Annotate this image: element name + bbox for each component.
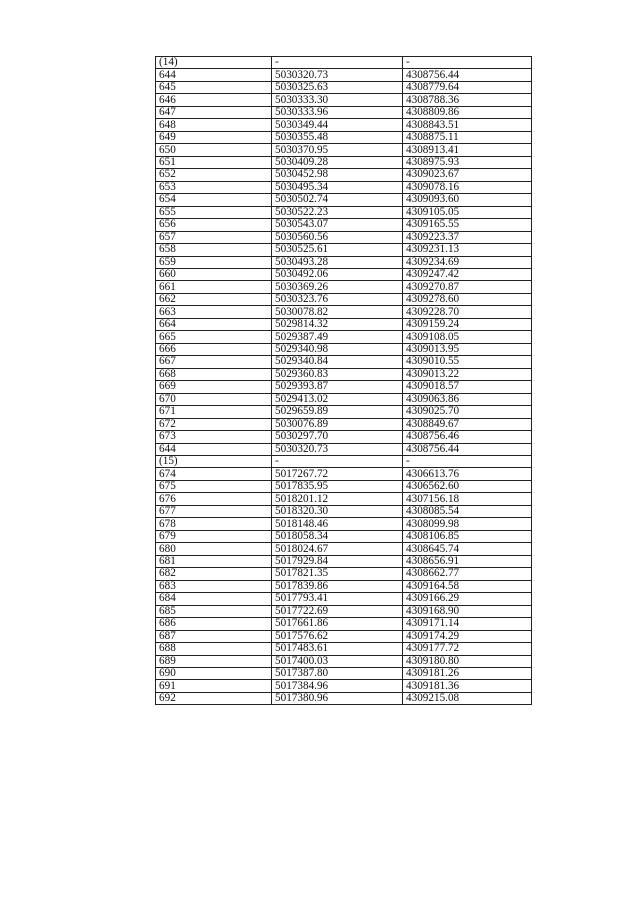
y-coordinate-cell: 4309223.37 bbox=[403, 231, 532, 243]
point-id-cell: 675 bbox=[156, 480, 272, 492]
point-id-cell: 656 bbox=[156, 219, 272, 231]
x-coordinate-cell: 5030409.28 bbox=[272, 156, 403, 168]
point-id-cell: 646 bbox=[156, 94, 272, 106]
x-coordinate-cell: 5030522.23 bbox=[272, 206, 403, 218]
x-coordinate-cell: 5029413.02 bbox=[272, 393, 403, 405]
point-id-cell: 674 bbox=[156, 468, 272, 480]
point-id-cell: 644 bbox=[156, 443, 272, 455]
y-coordinate-cell: - bbox=[403, 456, 532, 468]
y-coordinate-cell: 4308975.93 bbox=[403, 156, 532, 168]
x-coordinate-cell: 5030349.44 bbox=[272, 119, 403, 131]
table-row bbox=[156, 293, 532, 305]
x-coordinate-cell: 5030076.89 bbox=[272, 418, 403, 430]
table-row bbox=[156, 144, 532, 156]
x-coordinate-cell: 5017722.69 bbox=[272, 605, 403, 617]
table-row bbox=[156, 418, 532, 430]
point-id-cell: 651 bbox=[156, 156, 272, 168]
point-id-cell: 659 bbox=[156, 256, 272, 268]
x-coordinate-cell: 5017835.95 bbox=[272, 480, 403, 492]
table-row bbox=[156, 244, 532, 256]
y-coordinate-cell: 4309166.29 bbox=[403, 593, 532, 605]
table-row bbox=[156, 593, 532, 605]
y-coordinate-cell: 4308849.67 bbox=[403, 418, 532, 430]
x-coordinate-cell: 5029340.98 bbox=[272, 343, 403, 355]
x-coordinate-cell: 5017929.84 bbox=[272, 555, 403, 567]
point-id-cell: 661 bbox=[156, 281, 272, 293]
point-id-cell: 686 bbox=[156, 618, 272, 630]
y-coordinate-cell: 4308875.11 bbox=[403, 131, 532, 143]
point-id-cell: (15) bbox=[156, 456, 272, 468]
y-coordinate-cell: 4306562.60 bbox=[403, 480, 532, 492]
point-id-cell: 673 bbox=[156, 431, 272, 443]
y-coordinate-cell: 4309023.67 bbox=[403, 169, 532, 181]
table-row bbox=[156, 206, 532, 218]
y-coordinate-cell: 4309181.26 bbox=[403, 667, 532, 679]
point-id-cell: 691 bbox=[156, 680, 272, 692]
x-coordinate-cell: 5030297.70 bbox=[272, 431, 403, 443]
x-coordinate-cell: 5017821.35 bbox=[272, 568, 403, 580]
point-id-cell: 665 bbox=[156, 331, 272, 343]
x-coordinate-cell: 5030078.82 bbox=[272, 306, 403, 318]
table-row bbox=[156, 680, 532, 692]
x-coordinate-cell: 5030369.26 bbox=[272, 281, 403, 293]
y-coordinate-cell: 4308662.77 bbox=[403, 568, 532, 580]
y-coordinate-cell: 4308756.44 bbox=[403, 443, 532, 455]
y-coordinate-cell: 4309018.57 bbox=[403, 381, 532, 393]
x-coordinate-cell: 5017380.96 bbox=[272, 692, 403, 704]
x-coordinate-cell: 5030502.74 bbox=[272, 194, 403, 206]
table-row bbox=[156, 468, 532, 480]
point-id-cell: 652 bbox=[156, 169, 272, 181]
point-id-cell: 683 bbox=[156, 580, 272, 592]
y-coordinate-cell: 4309093.60 bbox=[403, 194, 532, 206]
point-id-cell: 667 bbox=[156, 356, 272, 368]
point-id-cell: 658 bbox=[156, 244, 272, 256]
x-coordinate-cell: 5030543.07 bbox=[272, 219, 403, 231]
point-id-cell: 682 bbox=[156, 568, 272, 580]
table-row bbox=[156, 406, 532, 418]
table-row bbox=[156, 219, 532, 231]
table-row bbox=[156, 667, 532, 679]
table-row bbox=[156, 368, 532, 380]
point-id-cell: 653 bbox=[156, 181, 272, 193]
y-coordinate-cell: 4309270.87 bbox=[403, 281, 532, 293]
x-coordinate-cell: 5030452.98 bbox=[272, 169, 403, 181]
table-row bbox=[156, 393, 532, 405]
y-coordinate-cell: 4308913.41 bbox=[403, 144, 532, 156]
point-id-cell: 669 bbox=[156, 381, 272, 393]
table-row bbox=[156, 443, 532, 455]
y-coordinate-cell: 4308645.74 bbox=[403, 543, 532, 555]
point-id-cell: 668 bbox=[156, 368, 272, 380]
y-coordinate-cell: 4308809.86 bbox=[403, 106, 532, 118]
y-coordinate-cell: 4308843.51 bbox=[403, 119, 532, 131]
x-coordinate-cell: 5017387.80 bbox=[272, 667, 403, 679]
point-id-cell: 689 bbox=[156, 655, 272, 667]
y-coordinate-cell: 4308085.54 bbox=[403, 505, 532, 517]
y-coordinate-cell: 4308756.44 bbox=[403, 69, 532, 81]
x-coordinate-cell: 5017576.62 bbox=[272, 630, 403, 642]
x-coordinate-cell: 5017483.61 bbox=[272, 643, 403, 655]
x-coordinate-cell: 5017267.72 bbox=[272, 468, 403, 480]
y-coordinate-cell: 4309180.80 bbox=[403, 655, 532, 667]
x-coordinate-cell: 5017384.96 bbox=[272, 680, 403, 692]
x-coordinate-cell: 5030355.48 bbox=[272, 131, 403, 143]
y-coordinate-cell: 4309108.05 bbox=[403, 331, 532, 343]
table-row bbox=[156, 493, 532, 505]
point-id-cell: 663 bbox=[156, 306, 272, 318]
point-id-cell: 688 bbox=[156, 643, 272, 655]
x-coordinate-cell: - bbox=[272, 57, 403, 69]
y-coordinate-cell: 4309164.58 bbox=[403, 580, 532, 592]
point-id-cell: 678 bbox=[156, 518, 272, 530]
x-coordinate-cell: 5030333.30 bbox=[272, 94, 403, 106]
x-coordinate-cell: 5030560.56 bbox=[272, 231, 403, 243]
y-coordinate-cell: 4309228.70 bbox=[403, 306, 532, 318]
y-coordinate-cell: 4309171.14 bbox=[403, 618, 532, 630]
table-row bbox=[156, 306, 532, 318]
table-row bbox=[156, 181, 532, 193]
y-coordinate-cell: 4307156.18 bbox=[403, 493, 532, 505]
point-id-cell: 654 bbox=[156, 194, 272, 206]
table-row bbox=[156, 605, 532, 617]
table-row bbox=[156, 580, 532, 592]
table-row bbox=[156, 69, 532, 81]
y-coordinate-cell: 4309165.55 bbox=[403, 219, 532, 231]
x-coordinate-cell: 5030333.96 bbox=[272, 106, 403, 118]
y-coordinate-cell: 4309013.22 bbox=[403, 368, 532, 380]
point-id-cell: 676 bbox=[156, 493, 272, 505]
y-coordinate-cell: 4309168.90 bbox=[403, 605, 532, 617]
x-coordinate-cell: 5018320.30 bbox=[272, 505, 403, 517]
table-row bbox=[156, 94, 532, 106]
point-id-cell: 657 bbox=[156, 231, 272, 243]
table-row bbox=[156, 119, 532, 131]
point-id-cell: (14) bbox=[156, 57, 272, 69]
y-coordinate-cell: 4306613.76 bbox=[403, 468, 532, 480]
y-coordinate-cell: 4309025.70 bbox=[403, 406, 532, 418]
table-row bbox=[156, 256, 532, 268]
x-coordinate-cell: 5017793.41 bbox=[272, 593, 403, 605]
table-row bbox=[156, 505, 532, 517]
point-id-cell: 644 bbox=[156, 69, 272, 81]
table-row bbox=[156, 643, 532, 655]
y-coordinate-cell: 4308779.64 bbox=[403, 81, 532, 93]
table-row bbox=[156, 331, 532, 343]
table-row bbox=[156, 194, 532, 206]
table-row bbox=[156, 456, 532, 468]
y-coordinate-cell: 4309159.24 bbox=[403, 318, 532, 330]
table-row bbox=[156, 431, 532, 443]
x-coordinate-cell: 5017839.86 bbox=[272, 580, 403, 592]
point-id-cell: 650 bbox=[156, 144, 272, 156]
table-row bbox=[156, 169, 532, 181]
point-id-cell: 647 bbox=[156, 106, 272, 118]
table-row bbox=[156, 343, 532, 355]
y-coordinate-cell: 4309010.55 bbox=[403, 356, 532, 368]
table-row bbox=[156, 281, 532, 293]
point-id-cell: 671 bbox=[156, 406, 272, 418]
point-id-cell: 645 bbox=[156, 81, 272, 93]
table-row bbox=[156, 131, 532, 143]
x-coordinate-cell: 5030495.34 bbox=[272, 181, 403, 193]
point-id-cell: 649 bbox=[156, 131, 272, 143]
table-row bbox=[156, 655, 532, 667]
point-id-cell: 690 bbox=[156, 667, 272, 679]
x-coordinate-cell: 5030323.76 bbox=[272, 293, 403, 305]
point-id-cell: 660 bbox=[156, 268, 272, 280]
y-coordinate-cell: 4309231.13 bbox=[403, 244, 532, 256]
x-coordinate-cell: - bbox=[272, 456, 403, 468]
table-row bbox=[156, 381, 532, 393]
table-row bbox=[156, 692, 532, 704]
point-id-cell: 684 bbox=[156, 593, 272, 605]
x-coordinate-cell: 5018148.46 bbox=[272, 518, 403, 530]
point-id-cell: 662 bbox=[156, 293, 272, 305]
table-row bbox=[156, 530, 532, 542]
y-coordinate-cell: 4308656.91 bbox=[403, 555, 532, 567]
y-coordinate-cell: 4308788.36 bbox=[403, 94, 532, 106]
table-row bbox=[156, 630, 532, 642]
point-id-cell: 679 bbox=[156, 530, 272, 542]
table-row bbox=[156, 568, 532, 580]
table-row bbox=[156, 618, 532, 630]
y-coordinate-cell: 4308756.46 bbox=[403, 431, 532, 443]
y-coordinate-cell: 4309234.69 bbox=[403, 256, 532, 268]
coordinate-table bbox=[155, 56, 532, 705]
point-id-cell: 692 bbox=[156, 692, 272, 704]
table-row bbox=[156, 268, 532, 280]
point-id-cell: 685 bbox=[156, 605, 272, 617]
x-coordinate-cell: 5030525.61 bbox=[272, 244, 403, 256]
point-id-cell: 672 bbox=[156, 418, 272, 430]
y-coordinate-cell: 4309177.72 bbox=[403, 643, 532, 655]
x-coordinate-cell: 5029659.89 bbox=[272, 406, 403, 418]
point-id-cell: 664 bbox=[156, 318, 272, 330]
y-coordinate-cell: 4309181.36 bbox=[403, 680, 532, 692]
x-coordinate-cell: 5029387.49 bbox=[272, 331, 403, 343]
x-coordinate-cell: 5017661.86 bbox=[272, 618, 403, 630]
x-coordinate-cell: 5030320.73 bbox=[272, 443, 403, 455]
table-row bbox=[156, 106, 532, 118]
x-coordinate-cell: 5030320.73 bbox=[272, 69, 403, 81]
point-id-cell: 666 bbox=[156, 343, 272, 355]
table-row bbox=[156, 518, 532, 530]
x-coordinate-cell: 5018058.34 bbox=[272, 530, 403, 542]
y-coordinate-cell: 4309063.86 bbox=[403, 393, 532, 405]
coordinate-table-body bbox=[156, 57, 532, 705]
x-coordinate-cell: 5018024.67 bbox=[272, 543, 403, 555]
table-row bbox=[156, 156, 532, 168]
x-coordinate-cell: 5029340.84 bbox=[272, 356, 403, 368]
point-id-cell: 680 bbox=[156, 543, 272, 555]
x-coordinate-cell: 5030492.06 bbox=[272, 268, 403, 280]
x-coordinate-cell: 5030370.95 bbox=[272, 144, 403, 156]
table-row bbox=[156, 555, 532, 567]
y-coordinate-cell: 4309247.42 bbox=[403, 268, 532, 280]
x-coordinate-cell: 5029360.83 bbox=[272, 368, 403, 380]
x-coordinate-cell: 5029393.87 bbox=[272, 381, 403, 393]
y-coordinate-cell: - bbox=[403, 57, 532, 69]
point-id-cell: 687 bbox=[156, 630, 272, 642]
y-coordinate-cell: 4309174.29 bbox=[403, 630, 532, 642]
y-coordinate-cell: 4309215.08 bbox=[403, 692, 532, 704]
point-id-cell: 670 bbox=[156, 393, 272, 405]
table-row bbox=[156, 57, 532, 69]
point-id-cell: 681 bbox=[156, 555, 272, 567]
x-coordinate-cell: 5017400.03 bbox=[272, 655, 403, 667]
point-id-cell: 655 bbox=[156, 206, 272, 218]
table-row bbox=[156, 480, 532, 492]
table-row bbox=[156, 543, 532, 555]
x-coordinate-cell: 5029814.32 bbox=[272, 318, 403, 330]
y-coordinate-cell: 4308099.98 bbox=[403, 518, 532, 530]
y-coordinate-cell: 4309013.95 bbox=[403, 343, 532, 355]
table-row bbox=[156, 231, 532, 243]
x-coordinate-cell: 5030325.63 bbox=[272, 81, 403, 93]
y-coordinate-cell: 4308106.85 bbox=[403, 530, 532, 542]
x-coordinate-cell: 5018201.12 bbox=[272, 493, 403, 505]
table-row bbox=[156, 81, 532, 93]
x-coordinate-cell: 5030493.28 bbox=[272, 256, 403, 268]
y-coordinate-cell: 4309078.16 bbox=[403, 181, 532, 193]
table-row bbox=[156, 318, 532, 330]
y-coordinate-cell: 4309278.60 bbox=[403, 293, 532, 305]
point-id-cell: 648 bbox=[156, 119, 272, 131]
table-row bbox=[156, 356, 532, 368]
y-coordinate-cell: 4309105.05 bbox=[403, 206, 532, 218]
point-id-cell: 677 bbox=[156, 505, 272, 517]
